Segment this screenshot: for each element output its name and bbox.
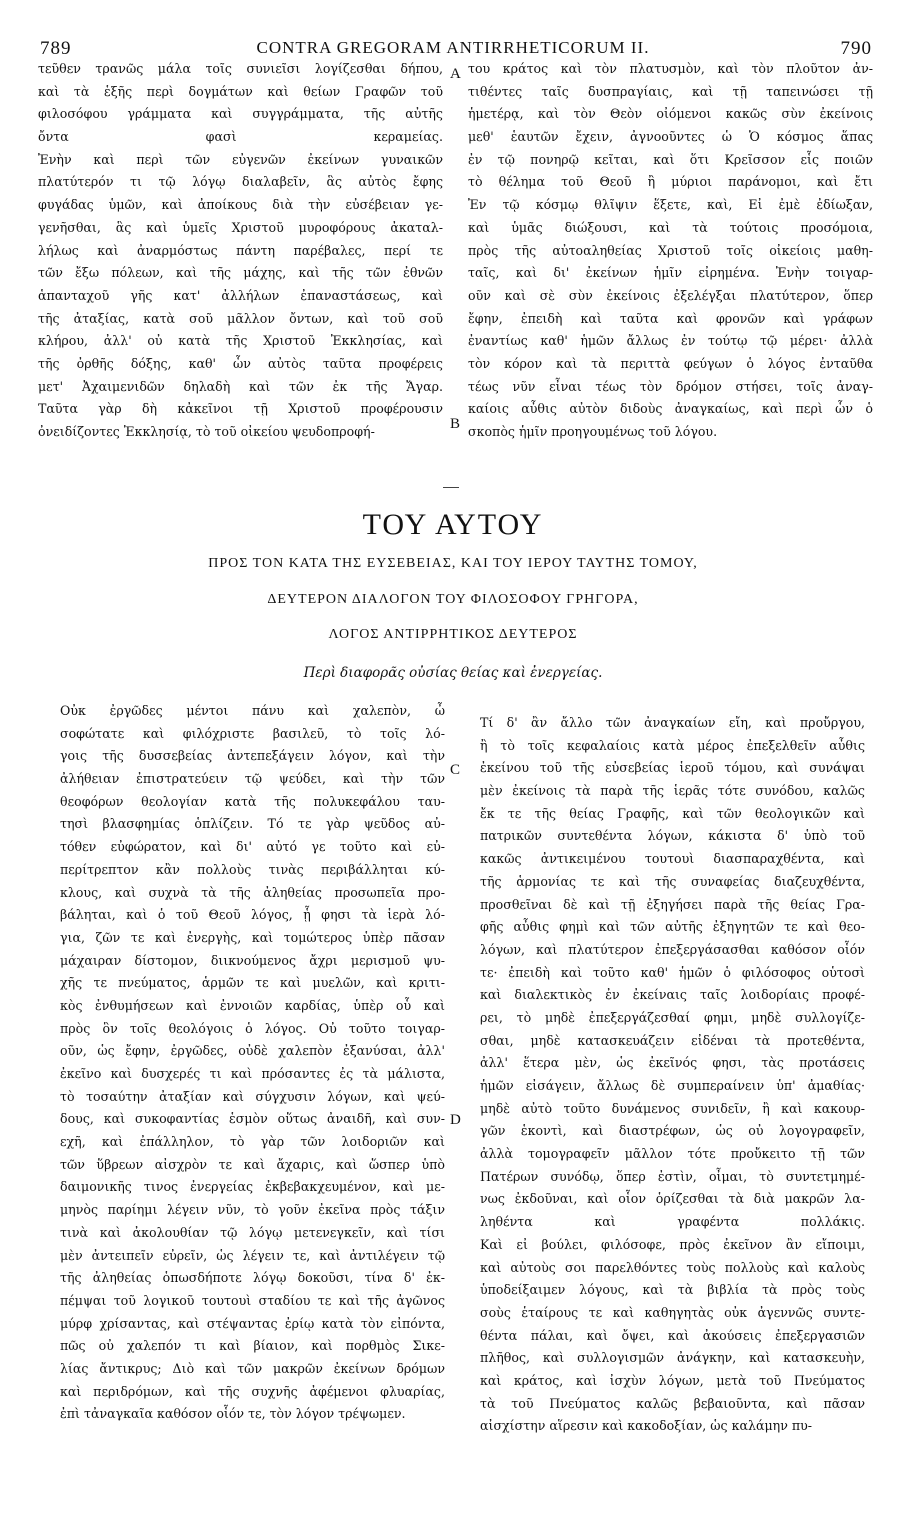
- text-line: τὸ θέλημα τοῦ Θεοῦ ἢ μύριοι παράνομοι, καὶ ἔτι: [468, 174, 873, 190]
- text-line: ταῖς, καὶ δι' ἐκείνων ἡμῖν εἰρημένα. Ἐνὴν τοιγαρ-: [468, 265, 873, 281]
- text-line: φιλοσόφου γράμματα καὶ συγγράμματα, τῆς αὐτῆς: [38, 106, 443, 122]
- section-subtitle-1: ΠΡΟΣ ΤΟΝ ΚΑΤΑ ΤΗΣ ΕΥΣΕΒΕΙΑΣ, ΚΑΙ ΤΟΥ ΙΕΡΟΥ ΤΑΥΤΗΣ ΤΟΜΟΥ,: [208, 556, 698, 571]
- text-line: τῆς ἀταξίας, κατὰ σοῦ μᾶλλον ὄντων, καὶ τοῦ σοῦ: [38, 310, 443, 326]
- text-line: κλήρου, ἀλλ' οὐ κατὰ τῆς Χριστοῦ Ἐκκλησίας, καὶ: [38, 333, 443, 349]
- text-line: τινὰ καὶ ἀκολουθίαν τῷ λόγῳ μετενεγκεῖν, καὶ τίσι: [60, 1224, 445, 1240]
- text-line: δαιμονικῆς τινος ἐνεργείας ἐκβεβακχευμένον, καὶ με-: [60, 1179, 445, 1195]
- text-line: γῶν ἑκοντὶ, καὶ διαστρέφων, ὡς οὐ λογογραφεῖν,: [480, 1123, 865, 1139]
- text-line: πατρικῶν συντεθέντα λόγων, κάκιστα δ' ὑπὸ τοῦ: [480, 828, 865, 844]
- text-line: πλῆθος, καὶ συλλογισμῶν ἀνάγκην, καὶ κατασκευὴν,: [480, 1350, 865, 1366]
- text-line: καὶ ὑμᾶς διώξουσι, καὶ τὰ τούτοις προσόμοια,: [468, 219, 873, 235]
- text-line: δους, καὶ συκοφαντίας ἑσμὸν οὕτως ἀναιδῆ, καὶ συν-: [60, 1111, 445, 1127]
- text-line: μὲν ἀντειπεῖν εὐρεῖν, ὡς λέγειν τε, καὶ ἀντιλέγειν τῷ: [60, 1247, 445, 1263]
- text-line: ἁπανταχοῦ γῆς κατ' ἀλλήλων ἐπαναστάσεως, καὶ: [38, 287, 443, 303]
- text-line: Οὐκ ἐργῶδες μέντοι πάνυ καὶ χαλεπὸν, ὦ: [60, 703, 445, 718]
- text-line: τῆς ὀρθῆς δόξης, καθ' ὧν αὐτὸς ταῦτα προφέρεις: [38, 355, 443, 371]
- page-number-right: 790: [840, 38, 872, 59]
- text-line: τιθέντες ταῖς δυσπραγίαις, καὶ τῇ ταπεινώσει τῇ: [468, 83, 873, 99]
- text-line: ἐκείνου τοῦ τῆς εὐσεβείας ἱεροῦ τόμου, καὶ συνάψαι: [480, 760, 865, 776]
- top-right-column: [468, 58, 873, 444]
- text-line: ὄντα φασὶ κεραμείας.: [38, 129, 443, 145]
- text-line: Ἐν τῷ κόσμῳ θλῖψιν ἕξετε, καὶ, Εἰ ἐμὲ ἐδίωξαν,: [468, 197, 873, 213]
- text-line: καὶ περιδρόμων, καὶ τῆς συχνῆς ἀφέμενοι φλυαρίας,: [60, 1383, 445, 1399]
- text-line: μὲν ἐκείνοις τὰ παρὰ τῆς ἱερᾶς τότε συνόδου, καλῶς: [480, 783, 865, 799]
- margin-letter-a: A: [450, 66, 461, 82]
- text-line: οῦν, ὡς ἔφην, ἐργῶδες, οὐδὲ χαλεπὸν ἐξανύσαι, ἀλλ': [60, 1043, 445, 1059]
- text-line: σοὺς ἑταίρους τε καὶ καθηγητὰς οὐκ ἀγεννῶς συντε-: [480, 1304, 865, 1320]
- text-line: τέως νῦν εἶναι τέως τὸν δρόμον στήσει, τοῖς ἀναγ-: [468, 378, 873, 394]
- margin-letter-b: B: [450, 416, 461, 432]
- text-line: ρει, τὸ μηδὲ ἐπεξεργάζεσθαί φημι, μηδὲ συλλογίζε-: [480, 1009, 865, 1025]
- text-line: Ταῦτα γὰρ δὴ κἀκεῖνοι τῇ Χριστοῦ προφέρουσιν: [38, 401, 443, 417]
- text-line: τὸ τοσαύτην ἀταξίαν καὶ σύγχυσιν λόγων, καὶ ψεύ-: [60, 1088, 445, 1104]
- bottom-left-column: [60, 700, 445, 1426]
- text-line: ἔκ τε τῆς θείας Γραφῆς, καὶ τῶν θεολογικῶν καὶ: [480, 805, 865, 821]
- text-line: πῶς οὐ χαλεπόν τι καὶ βίαιον, καὶ πορθμὸς Σικε-: [60, 1338, 445, 1354]
- text-line: γενῆσθαι, ἃς καὶ ὑμεῖς Χριστοῦ μυροφόρους ἀκαταλ-: [38, 219, 443, 235]
- text-line: ἡμῶν εἰσάγειν, ἄλλως δὲ συμπεραίνειν ὑπ' ἀμαθίας·: [480, 1078, 865, 1093]
- text-line: λίας ἄντικρυς; Διὸ καὶ τῶν μακρῶν ἐκείνων δρόμων: [60, 1360, 445, 1376]
- text-line: πλατύτερόν τι τῷ λόγῳ διαλαβεῖν, ἃς αὐτὸς ἔφης: [38, 174, 443, 190]
- text-line: ἔφην, ἐπειδὴ καὶ ταῦτα καὶ φρονῶν καὶ γράφων: [468, 310, 873, 326]
- text-line: κὸς ἐνθυμήσεων καὶ ἐννοιῶν καρδίας, ὑπὲρ οὗ καὶ: [60, 997, 445, 1013]
- text-line: προσθεῖναι δὲ καὶ τῇ ἐξηγήσει παρὰ τῆς θείας Γρα-: [480, 896, 865, 912]
- text-line: ἡμετέρᾳ, καὶ τὸν Θεὸν οἰόμενοι κακῶς σὺν ἐκείνοις: [468, 106, 873, 122]
- text-line: ἀλλ' ἕτερα μὲν, ὡς ἐκεῖνός φησι, τὰς προτάσεις: [480, 1055, 865, 1071]
- running-head: CONTRA GREGORAM ANTIRRHETICORUM II.: [256, 38, 650, 57]
- text-line: θεοφόρων θεολογίαν κατὰ τῆς πολυκεφάλου ταυ-: [60, 793, 445, 809]
- section-subtitle-2: ΔΕΥΤΕΡΟΝ ΔΙΑΛΟΓΟΝ ΤΟΥ ΦΙΛΟΣΟΦΟΥ ΓΡΗΓΟΡΑ,: [267, 592, 639, 607]
- text-line: γοις τῆς δυσσεβείας ἀντεπεξάγειν λόγον, καὶ τὴν: [60, 748, 445, 764]
- text-line: τὸν κόρον καὶ τὰ περιττὰ φεύγων ὁ λόγος ἐνταῦθα: [468, 355, 873, 371]
- text-line: Ἐνὴν καὶ περὶ τῶν εὐγενῶν ἐκείνων γυναικῶν: [38, 151, 443, 167]
- text-line: ἀλλὰ τομογραφεῖν μᾶλλον τότε προὔκειτο τῇ τῶν: [480, 1146, 865, 1162]
- text-line: μάχαιραν δίστομον, διικνούμενος ἄχρι μερισμοῦ ψυ-: [60, 952, 445, 968]
- text-line: τε· ἐπειδὴ καὶ τοῦτο καθ' ἡμῶν ὁ φιλόσοφος οὑτοσὶ: [480, 964, 865, 980]
- text-line: τῶν ἔξω πόλεων, καὶ τῆς μάχης, καὶ τῆς τῶν ἐθνῶν: [38, 265, 443, 281]
- text-line: Καὶ εἰ βούλει, φιλόσοφε, πρὸς ἐκεῖνον ἂν εἴποιμι,: [480, 1236, 865, 1252]
- text-line: καὶ τὰ ἑξῆς περὶ δογμάτων καὶ θείων Γραφῶν τοῦ: [38, 83, 443, 99]
- text-line: πρὸς ὃν τοῖς θεολόγοις ὁ λόγος. Οὐ τοῦτο τοιγαρ-: [60, 1020, 445, 1036]
- text-line: τησὶ βλασφημίας ὁπλίζειν. Τό τε γὰρ ψεῦδος αὐ-: [60, 816, 445, 832]
- text-line: Τί δ' ἂν ἄλλο τῶν ἀναγκαίων εἴη, καὶ προὔργου,: [480, 715, 865, 730]
- text-line: του κράτος καὶ τὸν πλατυσμὸν, καὶ τὸν πλοῦτον ἀν-: [468, 61, 873, 76]
- text-line: φυγάδας ὑμῶν, καὶ ἀποίκους διὰ τὴν εὐσέβειαν γε-: [38, 197, 443, 213]
- text-line: ἐπὶ τἀναγκαῖα καθόσον οἷόν τε, τὸν λόγον τρέψωμεν.: [60, 1406, 406, 1422]
- text-line: σοφώτατε καὶ φιλόχριστε βασιλεῦ, τὸ τοῖς λό-: [60, 725, 445, 741]
- text-line: βάληται, καὶ ὁ τοῦ Θεοῦ λόγος, ᾗ φησι τὰ ἱερὰ λό-: [60, 907, 445, 923]
- text-line: για, ζῶν τε καὶ ἐνεργὴς, καὶ τομώτερος ὑπὲρ πᾶσαν: [60, 929, 445, 945]
- text-line: χῆς τε πνεύματος, ἁρμῶν τε καὶ μυελῶν, καὶ κριτι-: [60, 975, 445, 991]
- text-line: τῆς ἁρμονίας τε καὶ τῆς συναφείας διαζευχθέντα,: [480, 873, 865, 889]
- text-line: σθαι, μηδὲ κατασκευάζειν εἰδέναι τὰ προτεθέντα,: [480, 1032, 865, 1048]
- text-line: ληθέντα καὶ γραφέντα πολλάκις.: [480, 1214, 865, 1230]
- text-line: νως ἐκδοῦναι, καὶ οἷον ὁρίζεσθαι τὰ διὰ μακρῶν λα-: [480, 1191, 865, 1207]
- text-line: καὶ διαλεκτικὸς ἐν ἐκείναις ταῖς λοιδορίαις προφέ-: [480, 987, 865, 1003]
- margin-letter-c: C: [450, 762, 461, 778]
- text-line: πρὸς τῆς αὐτοαληθείας Χριστοῦ τοῖς οἰκείοις μαθη-: [468, 242, 873, 258]
- text-line: λήλως καὶ ἀναρμόστως πάντη παρέβαλες, περί τε: [38, 242, 443, 258]
- text-line: ὑποδείξαιμεν λόγους, καὶ τὰ βιβλία τὰ πρὸς τοὺς: [480, 1282, 865, 1298]
- text-line: μετ' Ἀχαιμενιδῶν δηλαδὴ καὶ τῶν ἐκ τῆς Ἄγαρ.: [38, 378, 443, 394]
- text-line: εχῆ, καὶ ἐπάλληλον, τὸ γὰρ τῶν λοιδοριῶν καὶ: [60, 1134, 445, 1150]
- text-line: περίτρεπτον κἂν πολλοὺς τινὰς περιβάλληται κύ-: [60, 861, 445, 877]
- text-line: τόθεν εὐφώρατον, καὶ δι' αὐτό γε τοῦτο καὶ εὐ-: [60, 839, 445, 855]
- text-line: τὰ τοῦ Πνεύματος καλῶς βεβαιοῦντα, καὶ πᾶσαν: [480, 1395, 865, 1411]
- section-title: ΤΟΥ ΑΥΤΟΥ: [362, 508, 544, 541]
- text-line: λόγων, καὶ πλατύτερον ἐπεξεργάσασθαι καθόσον οἷόν: [480, 941, 865, 957]
- section-description: Περὶ διαφορᾶς οὐσίας θείας καὶ ἐνεργείας.: [303, 665, 603, 681]
- text-line: τεῦθεν τρανῶς μάλα τοῖς συνιεῖσι λογίζεσθαι δήπου,: [38, 61, 443, 76]
- bottom-right-column: [480, 712, 865, 1438]
- section-rule: [443, 487, 459, 488]
- text-line: κακῶς ἀντικειμένου τουτουὶ διασπαραχθέντα, καὶ: [480, 851, 865, 867]
- text-line: μηνὸς παρίημι λέγειν νῦν, τὸ γοῦν ἐκεῖνα πρὸς τάξιν: [60, 1202, 445, 1218]
- text-line: τῆς ἀληθείας ὁπωσδήποτε λόγῳ δοκοῦσι, τίνα δ' ἐκ-: [60, 1270, 445, 1286]
- text-line: μεθ' ἑαυτῶν ἔχειν, ἀγνοοῦντες ὡ Ὁ κόσμος ἅπας: [468, 129, 873, 145]
- text-line: μηδὲ αὐτὸ τοῦτο δυνάμενος συνιδεῖν, ἢ καὶ κακουρ-: [480, 1100, 865, 1116]
- page-number-left: 789: [40, 38, 72, 59]
- text-line: τῶν ὕβρεων αἰσχρὸν τε καὶ ἄχαρις, καὶ ὥσπερ ὑπὸ: [60, 1156, 445, 1172]
- text-line: καίοις αὖθις αὐτὸν διδοὺς ἀναγκαίως, καὶ περὶ ὧν ὁ: [468, 401, 873, 417]
- text-line: ἐναντίως καθ' ἡμῶν ἄλλως ἐν τούτῳ τῷ μέρει· ἀλλὰ: [468, 333, 873, 349]
- text-line: αἰσχίστην αἵρεσιν καὶ κακοδοξίαν, ὡς καλάμην πυ-: [480, 1418, 813, 1434]
- text-line: μύρφ χρίσαντας, καὶ στέψαντας ἐρίῳ κατὰ τὸν εἰπόντα,: [60, 1315, 445, 1331]
- text-line: καὶ αὐτοὺς σοι παρελθόντες τοὺς πολλοὺς καὶ καλοὺς: [480, 1259, 865, 1275]
- text-line: φῆς αὖθις φημὶ καὶ τῶν αὐτῆς ἐξηγητῶν τε καὶ θεο-: [480, 919, 865, 935]
- text-line: κλους, καὶ συχνὰ τὰ τῆς ἀληθείας προσωπεῖα προ-: [60, 884, 445, 900]
- text-line: ἢ τὸ τοῖς κεφαλαίοις κατὰ μέρος ἐπεξελθεῖν αὖθις: [480, 737, 865, 753]
- text-line: καὶ κράτος, καὶ ἰσχὺν λόγων, μετὰ τοῦ Πνεύματος: [480, 1372, 865, 1388]
- text-line: οῦν καὶ σὲ σὺν ἐκείνοις ἐξελέγξαι πλατύτερον, ὅπερ: [468, 287, 873, 303]
- text-line: ἐκεῖνο καὶ δυσχερές τι καὶ πρόσαντες ἐς τὰ μάλιστα,: [60, 1066, 445, 1081]
- text-line: ἀλήθειαν ἐπιστρατεύειν τῷ ψεύδει, καὶ τὴν τῶν: [60, 771, 445, 787]
- section-subtitle-3: ΛΟΓΟΣ ΑΝΤΙΡΡΗΤΙΚΟΣ ΔΕΥΤΕΡΟΣ: [328, 627, 578, 642]
- text-line: ὀνειδίζοντες Ἐκκλησίᾳ, τὸ τοῦ οἰκείου ψευδοπροφή-: [38, 424, 375, 439]
- text-line: Πατέρων συνόδῳ, ὅπερ ἐστὶν, οἶμαι, τὸ συντετμημέ-: [480, 1168, 865, 1184]
- top-left-column: [38, 58, 443, 444]
- text-line: θέντα πάλαι, καὶ ὄψει, καὶ ἀκούσεις ἐπεξεργασιῶν: [480, 1327, 865, 1343]
- text-line: πέμψαι τοῦ λογικοῦ τουτουὶ σταδίου τε καὶ τῆς ἀγῶνος: [60, 1292, 445, 1308]
- text-line: ἐν τῷ πονηρῷ κεῖται, καὶ ὅτι Κρεῖσσον εἷς ποιῶν: [468, 151, 873, 167]
- margin-letter-d: D: [450, 1112, 461, 1128]
- text-line: σκοπὸς ἡμῖν προηγουμένως τοῦ λόγου.: [468, 424, 718, 439]
- page-header: [30, 30, 876, 60]
